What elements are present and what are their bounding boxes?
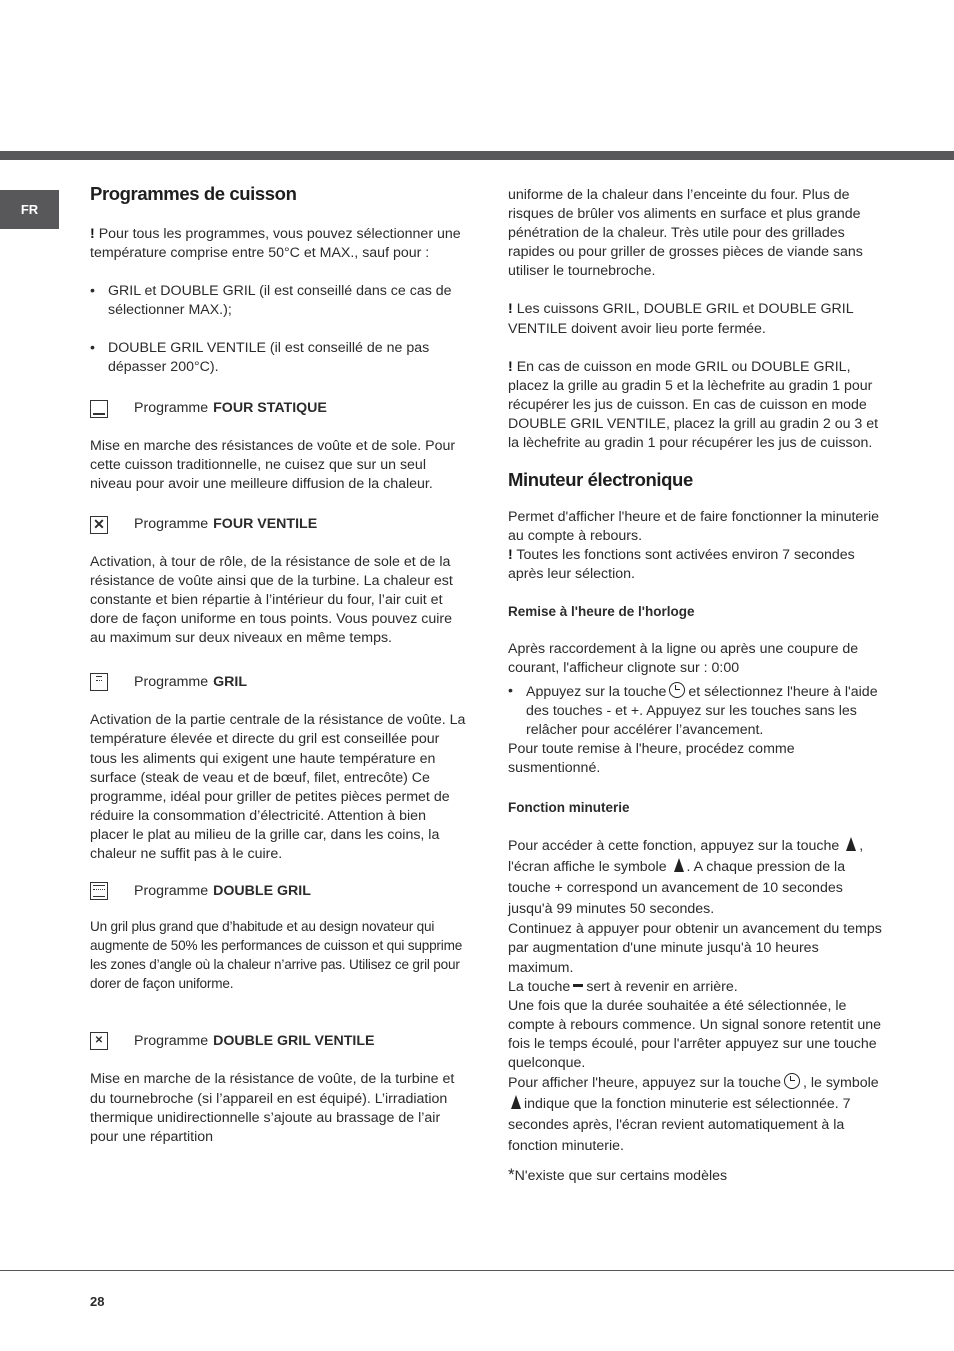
- clock-paragraph: Après raccordement à la ligne ou après une coupure de courant, l'afficheur clignote sur : 0:00: [508, 640, 859, 676]
- text-run: La touche: [508, 978, 571, 995]
- text-run: Pour accéder à cette fonction, appuyez sur la touche: [508, 838, 840, 855]
- minuteur-note: [508, 546, 886, 584]
- bell-icon: [511, 1095, 521, 1109]
- program-heading: [90, 513, 466, 537]
- note-text: En cas de cuisson en mode GRIL ou DOUBLE GRIL, placez la grille au gradin 5 et la lèchefrite au gradin 1 pour récupérer les jus de cuisson. En cas de cuisson en mode DOUBLE GRIL VENTILE, placez la grill au gradin 2 ou 3 et la lèchefrite au gradin 1 pour récupérer les jus de cuisson.: [508, 358, 879, 452]
- language-tab: [0, 190, 59, 229]
- four-statique-icon: [90, 400, 108, 418]
- footnote-text: N'existe que sur certains modèles: [514, 1168, 728, 1185]
- note-text: Toutes les fonctions sont activées environ 7 secondes après leur sélection.: [508, 547, 855, 583]
- intro-paragraph: [90, 225, 466, 263]
- language-label: FR: [20, 202, 39, 217]
- program-prefix: Programme: [134, 673, 209, 690]
- minus-icon: [573, 984, 583, 987]
- program-heading: [90, 397, 466, 421]
- minuterie-paragraph: Une fois que la durée souhaitée a été sélectionnée, le compte à rebours commence. Un signal sonore retentit une fois le temps écoulé, pour l'arrêter appuyez sur une touche quelconque.: [508, 997, 882, 1071]
- program-prefix: Programme: [134, 1032, 209, 1049]
- minuterie-paragraph: [508, 836, 886, 920]
- page-number: 28: [90, 1294, 105, 1309]
- section-title: Minuteur électronique: [508, 469, 693, 491]
- note-paragraph: [508, 300, 886, 338]
- subheading: Remise à l'heure de l'horloge: [508, 603, 695, 619]
- clock-icon: [669, 682, 685, 698]
- clock-paragraph: Pour toute remise à l'heure, procédez comme susmentionné.: [508, 741, 795, 777]
- program-description: Mise en marche des résistances de voûte et de sole. Pour cette cuisson traditionnelle, ne cuisez que sur un seul niveau pour avoir une meilleure diffusion de la chaleur.: [90, 437, 456, 492]
- footnote-star: *: [508, 1165, 515, 1185]
- subheading: Fonction minuterie: [508, 800, 630, 816]
- program-heading: [90, 879, 466, 903]
- list-item: [90, 282, 466, 320]
- bullet-dot: •: [508, 682, 513, 699]
- gril-icon: [90, 673, 108, 691]
- top-bar: [0, 151, 954, 160]
- text-run: . A chaque pression de la touche + correspond un avancement de 10 secondes jusqu'à 99 minutes 50 secondes.: [508, 859, 846, 918]
- minuterie-paragraph: [508, 1073, 886, 1157]
- text-run: indique que la fonction minuterie est sélectionnée. 7 secondes après, l'écran revient automatiquement à la fonction minuterie.: [508, 1096, 851, 1155]
- bottom-rule: [0, 1270, 954, 1271]
- text-run: sert à revenir en arrière.: [586, 978, 738, 995]
- program-name: FOUR STATIQUE: [213, 400, 327, 417]
- program-description: Activation de la partie centrale de la résistance de voûte. La température élevée et directe du gril est conseillée pour tous les aliments qui exigent une haute température en surface (steak de veau et de bœuf, filet, entrecôte) Ce programme, idéal pour griller de petites pièces permet de réduire la consommation d’électricité. Attention à bien placer le plat au milieu de la grille car, dans les coins, la chaleur ne suffit pas à le cuire.: [90, 712, 466, 862]
- bullet-text: GRIL et DOUBLE GRIL (il est conseillé dans ce cas de sélectionner MAX.);: [108, 283, 452, 319]
- exclamation-mark: !: [508, 301, 513, 318]
- program-name: DOUBLE GRIL VENTILE: [213, 1032, 375, 1049]
- left-column: [90, 180, 466, 1147]
- right-column: [508, 186, 886, 1186]
- minuterie-paragraph: [508, 978, 886, 997]
- program-heading: [90, 670, 466, 694]
- note-text: Les cuissons GRIL, DOUBLE GRIL et DOUBLE GRIL VENTILE doivent avoir lieu porte fermée.: [508, 301, 854, 337]
- program-name: FOUR VENTILE: [213, 516, 318, 533]
- program-description: Un gril plus grand que d’habitude et au design novateur qui augmente de 50% les performances de cuisson et qui supprime les zones d’angle où la chaleur n’arrive pas. Utilisez ce gril pour dorer de façon uniforme.: [90, 919, 463, 992]
- program-name: DOUBLE GRIL: [213, 882, 311, 899]
- bell-icon: [846, 837, 856, 851]
- text-run: Pour afficher l'heure, appuyez sur la touche: [508, 1075, 781, 1092]
- program-heading: [90, 1029, 466, 1053]
- minuteur-paragraph: Permet d'afficher l'heure et de faire fonctionner la minuterie au compte à rebours.: [508, 509, 880, 545]
- double-gril-icon: [90, 882, 108, 900]
- double-gril-ventile-icon: ✕: [90, 1032, 108, 1050]
- list-item: [508, 682, 886, 740]
- program-prefix: Programme: [134, 400, 209, 417]
- continued-paragraph: uniforme de la chaleur dans l’enceinte du four. Plus de risques de brûler vos aliments en surface et plus grande pénétration de la chaleur. Très utile pour des grillades rapides ou pour griller de grosses pièces de viande sans utiliser le tournebroche.: [508, 187, 863, 280]
- bullet-dot: •: [90, 340, 95, 357]
- intro-text: Pour tous les programmes, vous pouvez sélectionner une température comprise entre 50°C et MAX., sauf pour :: [90, 226, 461, 262]
- program-description: Mise en marche de la résistance de voûte, de la turbine et du tournebroche (si l’appareil en est équipé). L’irradiation thermique unidirectionnelle s’ajoute au brassage de l’air pour une répartition: [90, 1071, 455, 1145]
- text-run: , le symbole: [802, 1075, 879, 1092]
- program-prefix: Programme: [134, 882, 209, 899]
- minuterie-paragraph: Continuez à appuyer pour obtenir un avancement du temps par augmentation d'une minute jusqu'à 10 heures maximum.: [508, 921, 882, 976]
- section-title: Programmes de cuisson: [90, 183, 297, 204]
- footnote: [508, 1165, 886, 1186]
- program-name: GRIL: [213, 673, 248, 690]
- exclamation-mark: !: [508, 358, 513, 375]
- note-paragraph: [508, 358, 886, 453]
- exclamation-mark: !: [508, 547, 513, 564]
- text-run: , l'écran affiche le symbole: [508, 838, 864, 876]
- clock-icon: [784, 1073, 800, 1089]
- bullet-text: DOUBLE GRIL VENTILE (il est conseillé de ne pas dépasser 200°C).: [108, 340, 430, 376]
- exclamation-mark: !: [90, 226, 95, 242]
- program-prefix: Programme: [134, 516, 209, 533]
- program-description: Activation, à tour de rôle, de la résistance de sole et de la résistance de voûte ainsi que de la turbine. La chaleur est constante et bien répartie à l’intérieur du four, l’air cuit et dore de façon uniforme en tous points. Vous pouvez cuire au maximum sur deux niveaux en même temps.: [90, 553, 453, 647]
- bullet-text: et sélectionnez l'heure à l'aide des touches - et +. Appuyez sur les touches sans les relâcher pour accélérer l’avancement.: [526, 683, 878, 738]
- list-item: [90, 339, 466, 377]
- bullet-text: Appuyez sur la touche: [526, 683, 667, 700]
- bell-icon: [674, 858, 684, 872]
- four-ventile-icon: ✕: [90, 516, 108, 534]
- bullet-dot: •: [90, 283, 95, 300]
